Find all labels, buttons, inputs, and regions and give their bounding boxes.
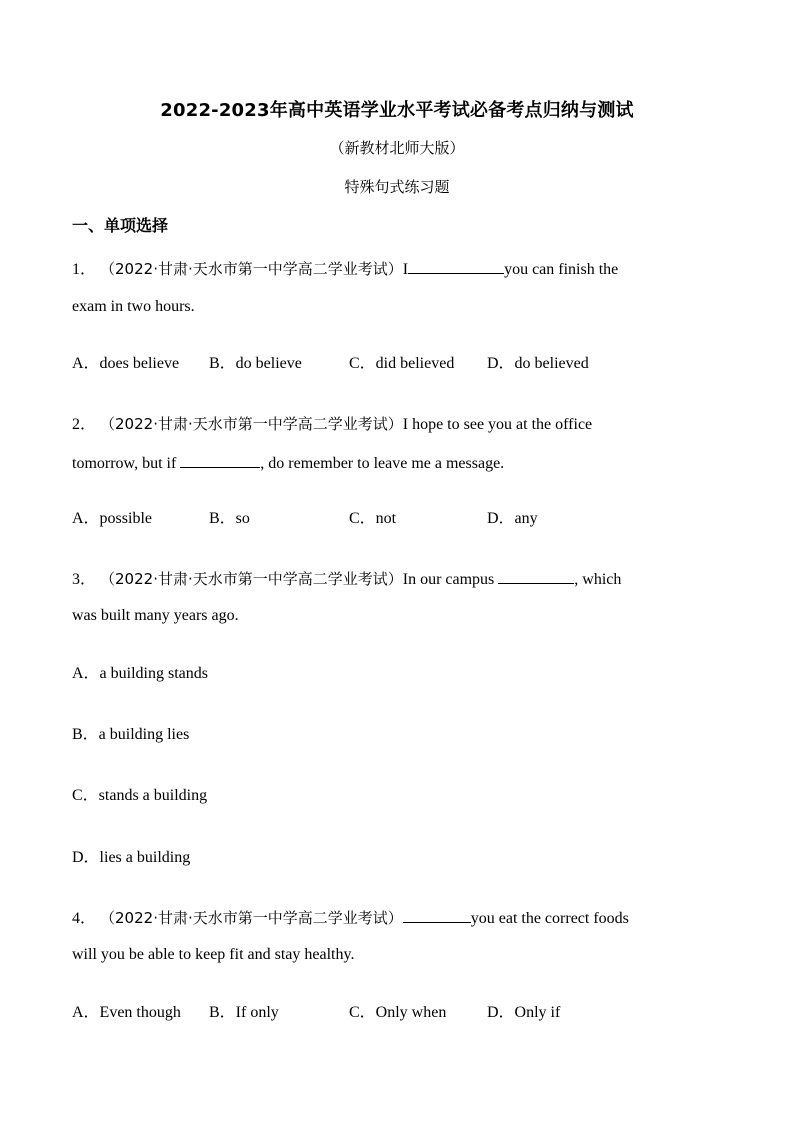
question-1-line-1 [72,256,618,279]
question-4-line-1 [72,905,629,928]
question-2-source: （2022·甘肃·天水市第一中学高二学业考试） [100,415,403,433]
document-topic: 特殊句式练习题 [344,178,450,196]
question-2-option-a: A．possible [72,510,153,527]
section-heading: 一、单项选择 [72,216,169,235]
question-1-line-2: exam in two hours. [72,298,195,315]
question-3-option-d: D．lies a building [72,849,191,866]
question-2-text: I hope to see you at the office [402,416,593,433]
question-2-option-d: D．any [487,510,538,527]
question-2-blank [180,453,260,468]
question-1-pre: I [402,261,409,278]
question-3-pre: In our campus [402,571,499,588]
question-4-option-c: C．Only when [349,1004,447,1021]
question-1-source: （2022·甘肃·天水市第一中学高二学业考试） [100,260,403,278]
question-1-option-b: B．do believe [209,355,302,372]
question-2-number: 2． [72,416,97,433]
question-4-line-2: will you be able to keep fit and stay healthy. [72,946,355,963]
question-1-option-a: A．does believe [72,355,180,372]
question-2-pre: tomorrow, but if [72,455,181,472]
question-3-line-1 [72,566,621,589]
question-4-option-b: B．If only [209,1004,279,1021]
question-3-blank [498,569,574,584]
question-3-option-c: C．stands a building [72,787,208,804]
question-2-option-b: B．so [209,510,250,527]
question-3-number: 3． [72,571,97,588]
question-1-blank [408,259,504,274]
question-2-line-2 [72,453,504,473]
question-4-blank [403,908,471,923]
question-1-post: you can finish the [504,261,619,278]
question-1-option-d: D．do believed [487,355,589,372]
question-1-number: 1． [72,261,97,278]
question-2-option-c: C．not [349,510,397,527]
question-4-option-a: A．Even though [72,1004,181,1021]
question-3-option-a: A．a building stands [72,665,208,682]
question-1-option-c: C．did believed [349,355,455,372]
question-3-post: , which [574,571,622,588]
document-title: 2022-2023年高中英语学业水平考试必备考点归纳与测试 [160,100,634,121]
question-4-option-d: D．Only if [487,1004,561,1021]
question-4-number: 4． [72,910,97,927]
question-4-source: （2022·甘肃·天水市第一中学高二学业考试） [100,909,403,927]
question-2-post: , do remember to leave me a message. [260,455,505,472]
question-3-option-b: B．a building lies [72,726,190,743]
question-4-post: you eat the correct foods [470,910,629,927]
document-subtitle: （新教材北师大版） [329,139,465,157]
question-3-source: （2022·甘肃·天水市第一中学高二学业考试） [100,570,403,588]
question-3-line-2: was built many years ago. [72,607,239,624]
question-2-line-1 [72,411,592,434]
